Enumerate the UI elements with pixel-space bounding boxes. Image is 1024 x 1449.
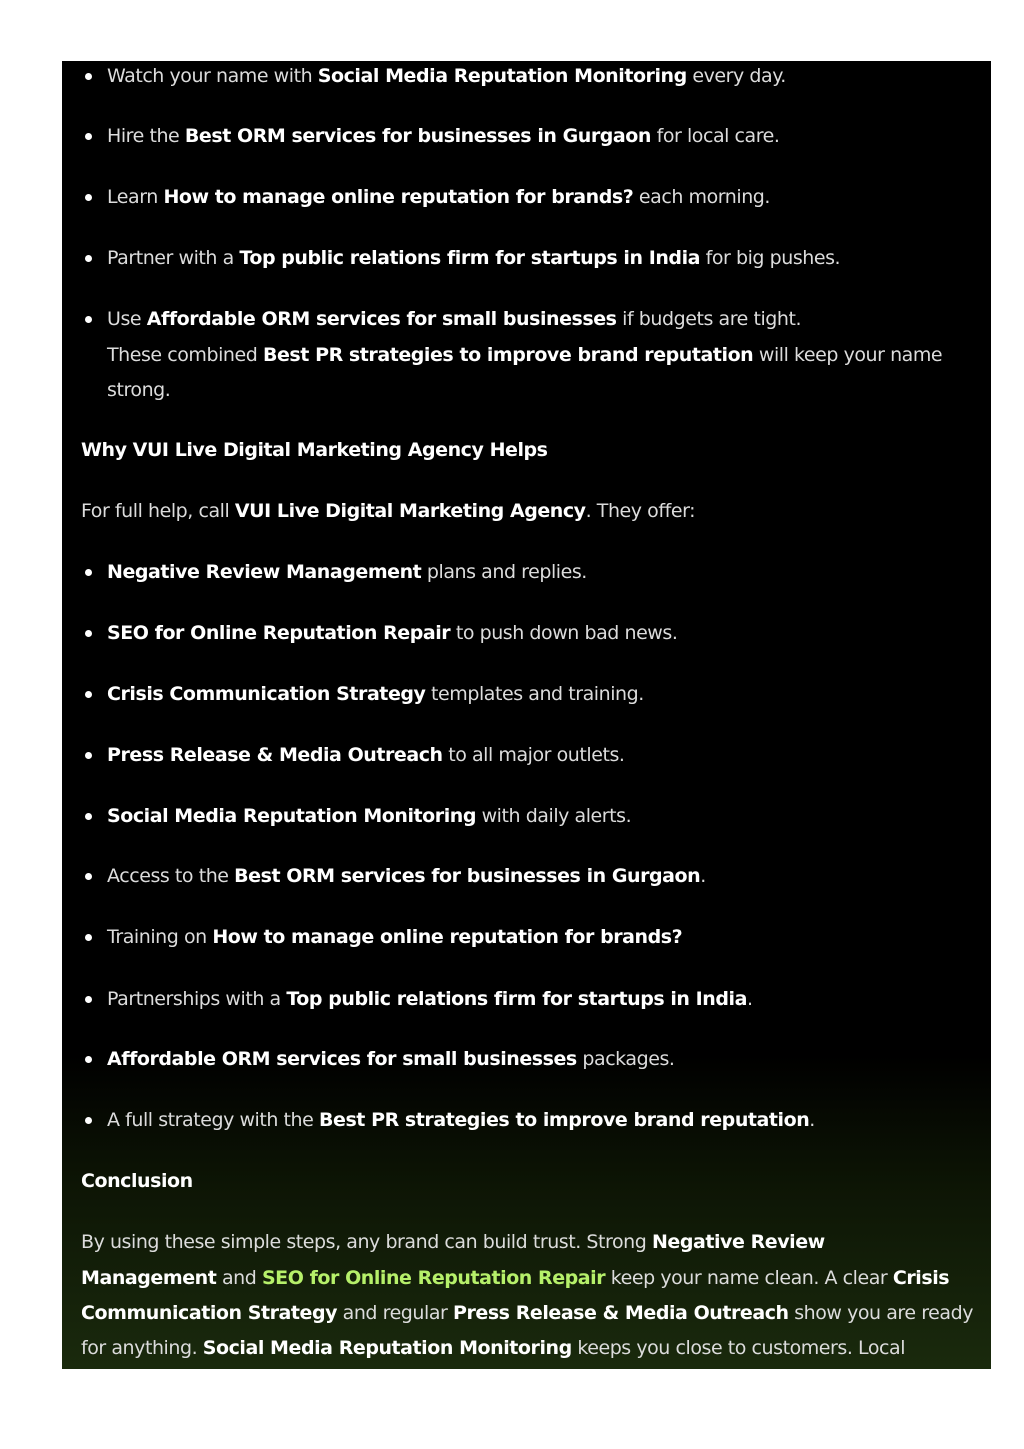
- item-text: Use: [107, 308, 147, 330]
- bullet-dot: [85, 73, 92, 80]
- item-keyword: Social Media Reputation Monitoring: [107, 805, 476, 827]
- conclusion-line: [81, 1263, 949, 1293]
- bullet-dot: [85, 255, 92, 262]
- conclusion-keyword: Communication Strategy: [81, 1302, 338, 1324]
- conclusion-text: and: [216, 1267, 262, 1289]
- item-keyword: Top public relations firm for startups in India: [286, 988, 747, 1010]
- item-text: for big pushes.: [700, 247, 841, 269]
- list-item: [107, 801, 631, 831]
- article-panel: [62, 61, 991, 1369]
- item-keyword: How to manage online reputation for brands?: [212, 926, 683, 948]
- item-text: .: [700, 865, 706, 887]
- list-item: [107, 740, 625, 770]
- conclusion-keyword: Press Release & Media Outreach: [452, 1302, 789, 1324]
- item-text: will keep your name: [753, 344, 943, 366]
- item-text: for local care.: [650, 125, 780, 147]
- list-item-continuation-line2: strong.: [107, 379, 171, 401]
- item-text: every day.: [686, 65, 786, 87]
- item-text: with daily alerts.: [476, 805, 632, 827]
- list-item: [107, 182, 770, 212]
- conclusion-line: [81, 1298, 973, 1328]
- item-keyword: How to manage online reputation for brands?: [163, 186, 634, 208]
- conclusion-text: keeps you close to customers. Local: [571, 1337, 906, 1359]
- item-keyword: Affordable ORM services for small businesses: [146, 308, 617, 330]
- item-text: Partnerships with a: [107, 988, 287, 1010]
- conclusion-text: keep your name clean. A clear: [605, 1267, 893, 1289]
- section-heading-why: Why VUI Live Digital Marketing Agency Helps: [81, 439, 548, 461]
- section-intro: [81, 496, 695, 526]
- item-text: A full strategy with the: [107, 1109, 319, 1131]
- item-keyword: SEO for Online Reputation Repair: [107, 622, 451, 644]
- item-keyword: Top public relations firm for startups in India: [239, 247, 701, 269]
- list-item: [107, 618, 677, 648]
- item-text: Access to the: [107, 865, 235, 887]
- bullet-dot: [85, 194, 92, 201]
- bullet-dot: [85, 813, 92, 820]
- bullet-dot: [85, 873, 92, 880]
- list-item: [107, 984, 753, 1014]
- conclusion-text: for anything.: [81, 1337, 203, 1359]
- list-item: [107, 861, 706, 891]
- list-item: [107, 1044, 675, 1074]
- intro-text: For full help, call: [81, 500, 235, 522]
- item-text: Hire the: [107, 125, 185, 147]
- item-keyword: Best ORM services for businesses in Gurgaon: [234, 865, 701, 887]
- conclusion-line: [81, 1333, 905, 1363]
- item-text: if budgets are tight.: [616, 308, 802, 330]
- list-item-continuation: [107, 340, 942, 370]
- bullet-dot: [85, 569, 92, 576]
- item-text: Learn: [107, 186, 164, 208]
- conclusion-keyword: Negative Review: [651, 1231, 825, 1253]
- item-text: to all major outlets.: [442, 744, 625, 766]
- conclusion-keyword: Management: [81, 1267, 217, 1289]
- item-keyword: Best PR strategies to improve brand reputation: [262, 344, 754, 366]
- item-text: plans and replies.: [421, 561, 587, 583]
- conclusion-text: By using these simple steps, any brand can build trust. Strong: [81, 1231, 652, 1253]
- item-text: to push down bad news.: [450, 622, 678, 644]
- list-item: [107, 304, 801, 334]
- item-keyword: Social Media Reputation Monitoring: [317, 65, 687, 87]
- bullet-dot: [85, 934, 92, 941]
- bullet-dot: [85, 752, 92, 759]
- item-text: packages.: [576, 1048, 675, 1070]
- item-text: Watch your name with: [107, 65, 318, 87]
- bullet-dot: [85, 1117, 92, 1124]
- item-keyword: Affordable ORM services for small businesses: [107, 1048, 577, 1070]
- bullet-dot: [85, 1056, 92, 1063]
- list-item: [107, 679, 644, 709]
- agency-name: VUI Live Digital Marketing Agency: [234, 500, 586, 522]
- list-item: [107, 1105, 815, 1135]
- item-keyword: Press Release & Media Outreach: [107, 744, 443, 766]
- list-item: [107, 243, 840, 273]
- bullet-dot: [85, 316, 92, 323]
- conclusion-text: and regular: [337, 1302, 453, 1324]
- conclusion-line: [81, 1227, 825, 1257]
- item-text: .: [746, 988, 753, 1010]
- item-keyword: Best PR strategies to improve brand reputation: [318, 1109, 810, 1131]
- list-item: [107, 557, 587, 587]
- list-item: [107, 61, 786, 91]
- section-heading-conclusion: Conclusion: [81, 1170, 193, 1192]
- conclusion-keyword: Crisis: [892, 1267, 950, 1289]
- item-text: templates and training.: [425, 683, 644, 705]
- item-text: These combined: [107, 344, 263, 366]
- item-text: .: [809, 1109, 815, 1131]
- conclusion-text: show you are ready: [788, 1302, 973, 1324]
- bullet-dot: [85, 630, 92, 637]
- item-text: Partner with a: [107, 247, 240, 269]
- bullet-dot: [85, 996, 92, 1003]
- seo-repair-link[interactable]: SEO for Online Reputation Repair: [261, 1267, 606, 1289]
- list-item: [107, 121, 780, 151]
- item-keyword: Best ORM services for businesses in Gurgaon: [184, 125, 651, 147]
- conclusion-keyword: Social Media Reputation Monitoring: [202, 1337, 572, 1359]
- item-text: each morning.: [633, 186, 770, 208]
- item-text: Training on: [107, 926, 213, 948]
- list-item: [107, 922, 682, 952]
- bullet-dot: [85, 133, 92, 140]
- item-keyword: Crisis Communication Strategy: [107, 683, 426, 705]
- intro-text: . They offer:: [585, 500, 696, 522]
- bullet-dot: [85, 691, 92, 698]
- item-keyword: Negative Review Management: [107, 561, 422, 583]
